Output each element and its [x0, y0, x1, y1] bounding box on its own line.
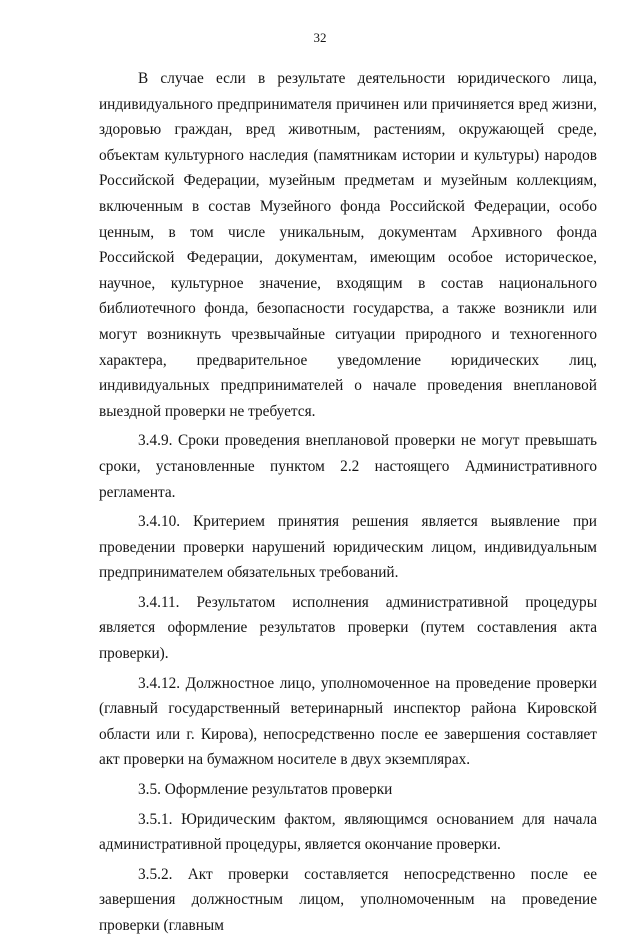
- page-number: 32: [313, 30, 327, 45]
- paragraph-3-4-9: 3.4.9. Сроки проведения внеплановой проверки не могут превышать сроки, установленные пунктом 2.2 настоящего Административного регламента.: [99, 432, 597, 501]
- paragraph-emergency-notification: В случае если в результате деятельности юридического лица, индивидуального предпринимателя причинен или причиняется вред жизни, здоровью граждан, вред животным, растениям, окружающей среде, объектам культурного наследия (памятникам истории и культуры) народов Российской Федерации, музейным предметам и музейным коллекциям, включенным в состав Музейного фонда Российской Федерации, особо ценным, в том числе уникальным, документам Архивного фонда Российской Федерации, документам, имеющим особое историческое, научное, культурное значение, входящим в состав национального библиотечного фонда, безопасности государства, а также возникли или могут возникнуть чрезвычайные ситуации природного и техногенного характера, предварительное уведомление юридических лиц, индивидуальных предпринимателей о начале проведения внеплановой выездной проверки не требуется.: [99, 70, 597, 420]
- paragraph-3-4-12: 3.4.12. Должностное лицо, уполномоченное на проведение проверки (главный государственный ветеринарный инспектор района Кировской области или г. Кирова), непосредственно после ее завершения составляет акт проверки на бумажном носителе в двух экземплярах.: [99, 674, 597, 769]
- section-heading-3-5: 3.5. Оформление результатов проверки: [138, 781, 393, 799]
- document-body: [99, 66, 597, 943]
- paragraph-3-5-2: 3.5.2. Акт проверки составляется непосредственно после ее завершения должностным лицом, уполномоченным на проведение проверки (главным: [99, 865, 597, 934]
- paragraph-3-4-11: 3.4.11. Результатом исполнения административной процедуры является оформление результатов проверки (путем составления акта проверки).: [99, 593, 597, 663]
- paragraph-3-4-10: 3.4.10. Критерием принятия решения является выявление при проведении проверки нарушений юридическим лицом, индивидуальным предпринимателем обязательных требований.: [99, 513, 597, 582]
- paragraph-3-5-1: 3.5.1. Юридическим фактом, являющимся основанием для начала административной процедуры, является окончание проверки.: [99, 810, 597, 854]
